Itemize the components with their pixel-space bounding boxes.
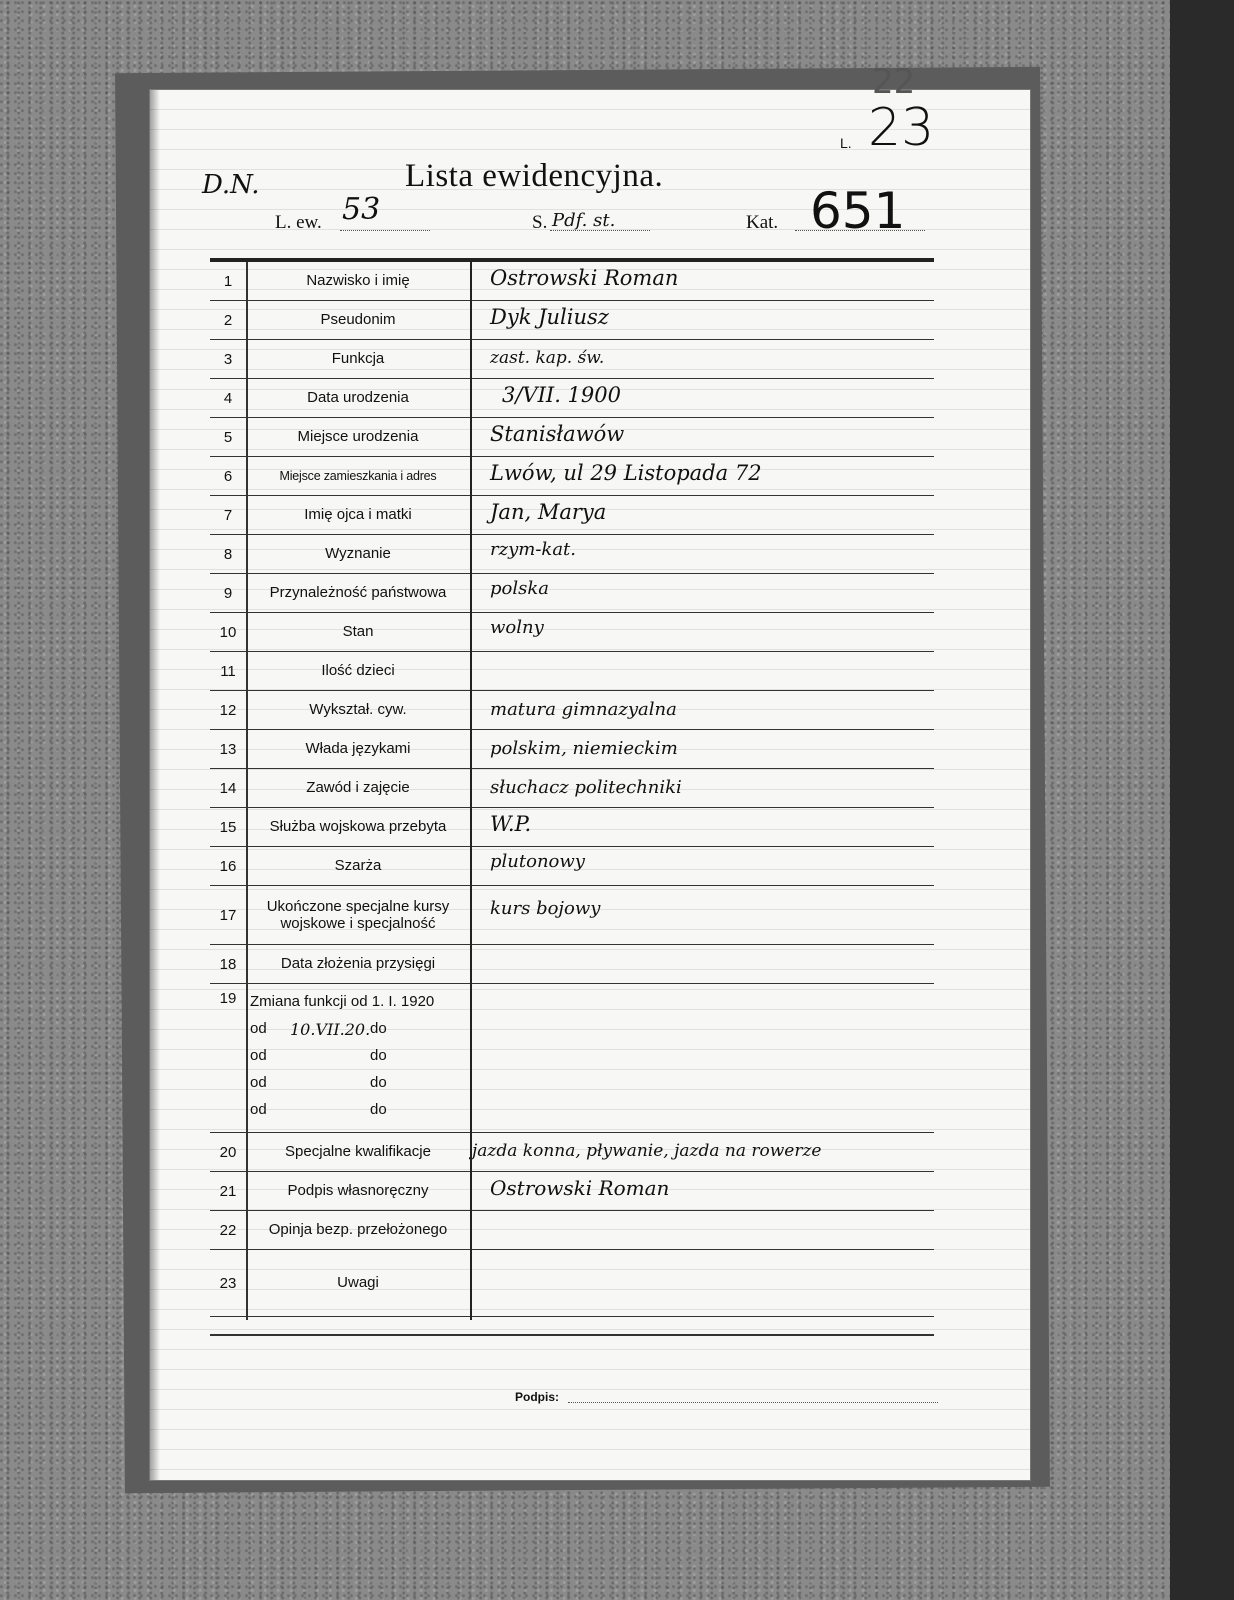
row-label: Szarża	[334, 857, 382, 875]
row-number: 1	[223, 272, 233, 290]
registration-form-page	[150, 62, 1030, 1480]
row-number: 21	[219, 1182, 237, 1200]
table-row	[210, 1250, 934, 1317]
corner-faint-number: 22	[872, 62, 916, 102]
row-label: Podpis własnoręczny	[287, 1182, 429, 1200]
table-row	[210, 1211, 934, 1250]
table-row	[210, 457, 934, 496]
row-value-cell	[472, 1172, 934, 1210]
row-number: 3	[223, 350, 233, 368]
lew-dotted-line	[340, 230, 430, 231]
row-value-cell	[472, 613, 934, 651]
row-number: 22	[219, 1221, 237, 1239]
row-value: Lwów, ul 29 Listopada 72	[490, 461, 762, 485]
row-label: Służba wojskowa przebyta	[269, 818, 447, 836]
row-label: Data złożenia przysięgi	[280, 955, 436, 973]
row-label: Przynależność państwowa	[269, 584, 447, 602]
s-label: S.	[532, 212, 548, 233]
function-change-title: Zmiana funkcji od 1. I. 1920	[250, 993, 435, 1010]
function-change-first-value: 10.VII.20.	[290, 1020, 371, 1039]
table-row-function-change	[210, 984, 934, 1133]
row-label: Stan	[342, 623, 374, 641]
kat-value: 651	[810, 182, 906, 240]
row-value: Ostrowski Roman	[490, 266, 679, 290]
row-number: 9	[223, 584, 233, 602]
row-value: plutonowy	[490, 851, 585, 872]
row-value: polskim, niemieckim	[490, 738, 678, 759]
row-value-cell	[472, 496, 934, 534]
row-number: 12	[219, 701, 237, 719]
row-number: 23	[219, 1274, 237, 1292]
row-value: zast. kap. św.	[490, 348, 605, 368]
row-number: 19	[219, 990, 237, 1007]
table-row	[210, 1133, 934, 1172]
row-number: 17	[219, 906, 237, 924]
row-label: Funkcja	[331, 350, 385, 368]
do-label: do	[370, 1101, 387, 1118]
row-number: 20	[219, 1143, 237, 1161]
table-row	[210, 945, 934, 984]
row-value-cell	[472, 1133, 934, 1171]
row-value: 3/VII. 1900	[502, 383, 621, 407]
row-value-cell	[472, 379, 934, 417]
row-value: Ostrowski Roman	[490, 1176, 670, 1200]
row-value-cell	[472, 1250, 934, 1316]
document-title: Lista ewidencyjna.	[405, 158, 664, 194]
s-value: Pdf. st.	[552, 210, 616, 231]
row-number: 18	[219, 955, 237, 973]
page-edge-shadow	[150, 90, 160, 1480]
scan-background-strip	[1170, 0, 1234, 1600]
table-row	[210, 886, 934, 945]
row-label: Miejsce urodzenia	[297, 428, 419, 446]
row-value-cell	[472, 730, 934, 768]
signature-dotted-line	[568, 1402, 938, 1403]
row-number: 15	[219, 818, 237, 836]
row-value: Dyk Juliusz	[490, 305, 609, 329]
row-value: Jan, Marya	[490, 500, 607, 524]
row-number: 7	[223, 506, 233, 524]
row-value: kurs bojowy	[490, 898, 601, 919]
table-row	[210, 262, 934, 301]
row-label: Miejsce zamieszkania i adres	[279, 468, 437, 483]
table-row	[210, 808, 934, 847]
od-label: od	[250, 1047, 267, 1064]
row-label: Pseudonim	[320, 311, 396, 329]
row-value-cell	[472, 262, 934, 300]
form-table	[210, 258, 934, 1316]
row-value-cell	[472, 847, 934, 885]
table-row	[210, 769, 934, 808]
table-row	[210, 691, 934, 730]
row-value: Stanisławów	[490, 422, 625, 446]
row-label: Specjalne kwalifikacje	[285, 1143, 431, 1161]
table-row	[210, 1172, 934, 1211]
row-value-cell	[472, 945, 934, 983]
row-value-cell	[472, 535, 934, 573]
row-value-cell	[472, 574, 934, 612]
row-value-cell	[472, 340, 934, 378]
row-value-cell	[472, 691, 934, 729]
table-column-divider	[470, 262, 472, 1320]
row-number: 14	[219, 779, 237, 797]
row-number: 13	[219, 740, 237, 758]
row-value: polska	[490, 578, 549, 599]
row-number: 4	[223, 389, 233, 407]
table-row	[210, 847, 934, 886]
table-row	[210, 301, 934, 340]
do-label: do	[370, 1074, 387, 1091]
table-bottom-rule	[210, 1334, 934, 1336]
table-row	[210, 535, 934, 574]
row-value-cell	[472, 652, 934, 690]
row-value-cell	[472, 886, 934, 944]
row-value: wolny	[490, 617, 544, 638]
kat-label: Kat.	[746, 212, 779, 233]
row-value: słuchacz politechniki	[490, 777, 682, 798]
row-number: 6	[223, 467, 233, 485]
table-row	[210, 340, 934, 379]
row-label: Wyznanie	[325, 545, 391, 563]
row-value-cell	[472, 808, 934, 846]
row-number: 8	[223, 545, 233, 563]
row-label: Data urodzenia	[307, 389, 409, 407]
row-label: Włada językami	[305, 740, 411, 758]
dn-mark: D.N.	[202, 170, 260, 200]
corner-label: L.	[840, 135, 852, 151]
row-label: Imię ojca i matki	[304, 506, 412, 524]
row-value-cell	[472, 769, 934, 807]
row-number: 16	[219, 857, 237, 875]
signature-label: Podpis:	[515, 1390, 559, 1404]
row-number: 2	[223, 311, 233, 329]
od-label: od	[250, 1101, 267, 1118]
row-value-cell	[472, 984, 934, 1132]
row-label: Wykształ. cyw.	[309, 701, 407, 719]
table-row	[210, 379, 934, 418]
row-label: Ukończone specjalne kursy wojskowe i specjalność	[266, 897, 450, 932]
lew-label: L. ew.	[275, 212, 322, 233]
row-number: 11	[220, 662, 236, 680]
row-value: matura gimnazyalna	[490, 699, 677, 720]
lew-value: 53	[342, 192, 381, 227]
row-value: jazda konna, pływanie, jazda na rowerze	[472, 1141, 822, 1161]
od-label: od	[250, 1074, 267, 1091]
table-row	[210, 613, 934, 652]
row-label: Nazwisko i imię	[306, 272, 410, 290]
row-value-cell	[472, 1211, 934, 1249]
row-value: rzym-kat.	[490, 539, 577, 560]
table-row	[210, 574, 934, 613]
row-value-cell	[472, 457, 934, 495]
row-label: Uwagi	[337, 1274, 379, 1292]
row-number: 5	[223, 428, 233, 446]
corner-number: 23	[868, 98, 935, 158]
row-number: 10	[219, 623, 237, 641]
row-label: Opinja bezp. przełożonego	[268, 1221, 448, 1239]
row-value: W.P.	[490, 812, 532, 836]
row-value-cell	[472, 301, 934, 339]
row-label: Ilość dzieci	[321, 662, 395, 680]
row-value-cell	[472, 418, 934, 456]
table-row	[210, 496, 934, 535]
table-row	[210, 418, 934, 457]
table-row	[210, 652, 934, 691]
table-column-divider	[246, 262, 248, 1320]
row-label: Zawód i zajęcie	[306, 779, 410, 797]
table-row	[210, 730, 934, 769]
od-label: od	[250, 1020, 267, 1037]
do-label: do	[370, 1047, 387, 1064]
do-label: do	[370, 1020, 387, 1037]
